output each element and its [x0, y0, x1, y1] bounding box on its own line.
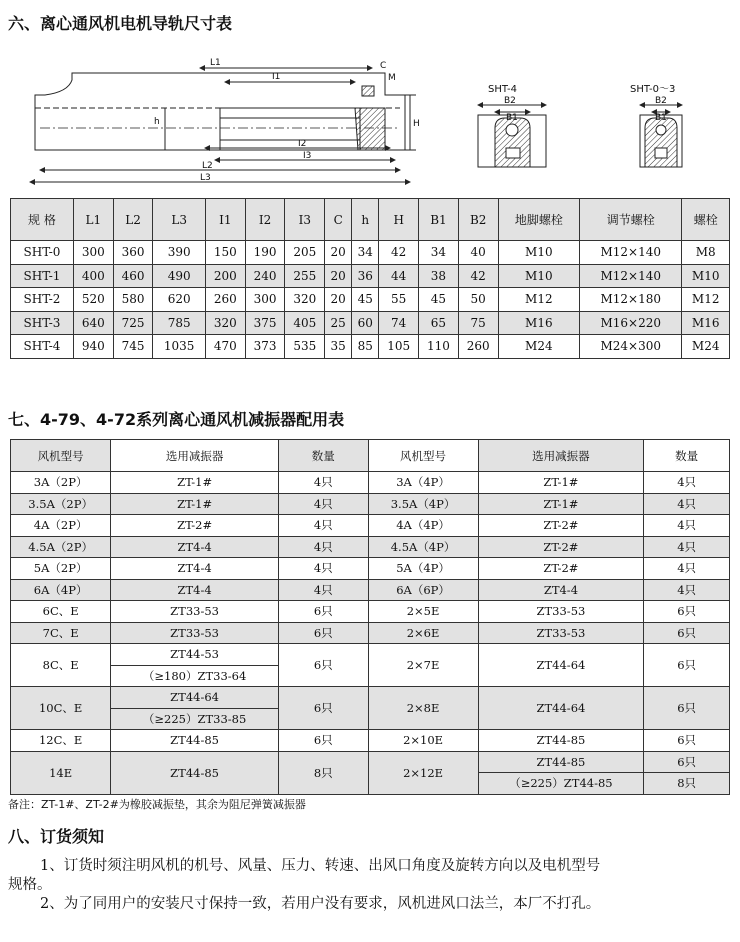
section-title-rail-table: 六、离心通风机电机导轨尺寸表	[8, 14, 233, 33]
cell: 6只	[644, 751, 730, 773]
cell: 20	[325, 288, 352, 312]
cell: 55	[379, 288, 419, 312]
label-L1: L1	[210, 58, 221, 68]
cell: 34	[419, 241, 459, 265]
cell: 44	[379, 264, 419, 288]
cell: 75	[458, 311, 498, 335]
cell: 4只	[644, 515, 730, 537]
cell: 42	[458, 264, 498, 288]
cell: 3A（2P）	[11, 472, 111, 494]
sht4-b2: B2	[504, 96, 516, 106]
cell: 4只	[644, 579, 730, 601]
cell: 4只	[644, 558, 730, 580]
cell: M12×140	[580, 264, 682, 288]
cell: 520	[73, 288, 113, 312]
sht03-b1: B1	[655, 113, 667, 123]
cell: 4只	[278, 579, 368, 601]
cell: 260	[205, 288, 245, 312]
cell: 6只	[644, 601, 730, 623]
table-row	[11, 730, 730, 752]
cell: M12	[682, 288, 730, 312]
section-title-ordering: 八、订货须知	[8, 827, 105, 846]
cell: ZT44-85	[111, 751, 279, 794]
header-cell: L1	[73, 199, 113, 241]
table-row	[11, 335, 730, 359]
cell: ZT44-64	[478, 644, 644, 687]
cell: （≥225）ZT44-85	[478, 773, 644, 795]
cell: 2×10E	[368, 730, 478, 752]
cell: 4只	[278, 536, 368, 558]
label-H: H	[413, 119, 420, 129]
cell: 4A（4P）	[368, 515, 478, 537]
cell: 4只	[644, 536, 730, 558]
cell: 6A（6P）	[368, 579, 478, 601]
cell: 105	[379, 335, 419, 359]
cell: 38	[419, 264, 459, 288]
cell: ZT33-53	[111, 622, 279, 644]
table-row	[11, 311, 730, 335]
cell: ZT44-64	[111, 687, 279, 709]
cell: 1035	[153, 335, 205, 359]
cell: 6只	[278, 687, 368, 730]
cell: 45	[352, 288, 379, 312]
cell: 725	[113, 311, 153, 335]
label-L3: L3	[200, 173, 211, 183]
cell: 6A（4P）	[11, 579, 111, 601]
cell: 2×6E	[368, 622, 478, 644]
cell: M10	[498, 264, 580, 288]
sht4-title: SHT-4	[488, 84, 518, 95]
cell: M8	[682, 241, 730, 265]
header-cell: I3	[285, 199, 325, 241]
cell: 490	[153, 264, 205, 288]
label-l3: I3	[303, 151, 312, 161]
header-cell: L2	[113, 199, 153, 241]
cell: 5A（2P）	[11, 558, 111, 580]
cell: 620	[153, 288, 205, 312]
cell: 36	[352, 264, 379, 288]
label-M: M	[388, 73, 396, 83]
cell: 4A（2P）	[11, 515, 111, 537]
cell: 320	[205, 311, 245, 335]
table-note: 备注：ZT-1#、ZT-2#为橡胶减振垫，其余为阻尼弹簧减振器	[8, 798, 306, 811]
cell: 74	[379, 311, 419, 335]
header-cell: I2	[245, 199, 285, 241]
cell: ZT33-53	[111, 601, 279, 623]
cell: M16×220	[580, 311, 682, 335]
cell: 260	[458, 335, 498, 359]
cell: 3.5A（4P）	[368, 493, 478, 515]
table-header-row	[11, 199, 730, 241]
cell: M24×300	[580, 335, 682, 359]
cell: 6只	[644, 730, 730, 752]
table-row	[11, 472, 730, 494]
sht03-title: SHT-0～3	[630, 84, 676, 95]
cell: 42	[379, 241, 419, 265]
cell: SHT-4	[11, 335, 74, 359]
cell: ZT4-4	[111, 558, 279, 580]
cell: 940	[73, 335, 113, 359]
cell: 25	[325, 311, 352, 335]
rail-dimension-table	[10, 198, 730, 359]
label-l1: I1	[272, 72, 281, 82]
cell: 240	[245, 264, 285, 288]
header-cell: H	[379, 199, 419, 241]
cell: ZT4-4	[111, 536, 279, 558]
cell: 4只	[278, 558, 368, 580]
cell: M10	[498, 241, 580, 265]
table-row	[11, 644, 730, 666]
cell: 10C、E	[11, 687, 111, 730]
cell: 4.5A（4P）	[368, 536, 478, 558]
cell: 110	[419, 335, 459, 359]
cell: 5A（4P）	[368, 558, 478, 580]
rail-dimension-diagram	[0, 40, 740, 190]
header-cell: 选用减振器	[111, 440, 279, 472]
header-cell: 风机型号	[368, 440, 478, 472]
label-l2: I2	[298, 139, 307, 149]
cell: ZT-2#	[478, 558, 644, 580]
cell: 6只	[644, 622, 730, 644]
cell: 6只	[278, 622, 368, 644]
cell: 8C、E	[11, 644, 111, 687]
header-cell: C	[325, 199, 352, 241]
table-row	[11, 687, 730, 709]
cell: M24	[498, 335, 580, 359]
cell: 300	[73, 241, 113, 265]
header-cell: L3	[153, 199, 205, 241]
cell: 200	[205, 264, 245, 288]
cell: 470	[205, 335, 245, 359]
cell: M12×180	[580, 288, 682, 312]
cell: 2×5E	[368, 601, 478, 623]
sht4-b1: B1	[506, 113, 518, 123]
cell: （≥180）ZT33-64	[111, 665, 279, 687]
cell: 320	[285, 288, 325, 312]
cell: 2×12E	[368, 751, 478, 794]
cell: ZT-1#	[111, 493, 279, 515]
cell: ZT44-64	[478, 687, 644, 730]
cell: 535	[285, 335, 325, 359]
cell: 4只	[278, 472, 368, 494]
cell: 3A（4P）	[368, 472, 478, 494]
cell: 14E	[11, 751, 111, 794]
cell: （≥225）ZT33-85	[111, 708, 279, 730]
cell: ZT-1#	[478, 472, 644, 494]
cell: 20	[325, 264, 352, 288]
cell: 40	[458, 241, 498, 265]
header-cell: B2	[458, 199, 498, 241]
cell: 300	[245, 288, 285, 312]
cell: ZT-2#	[478, 515, 644, 537]
header-cell: B1	[419, 199, 459, 241]
cell: 45	[419, 288, 459, 312]
cell: 400	[73, 264, 113, 288]
cell: ZT44-53	[111, 644, 279, 666]
cell: M16	[498, 311, 580, 335]
cell: 12C、E	[11, 730, 111, 752]
cell: SHT-2	[11, 288, 74, 312]
cell: ZT44-85	[111, 730, 279, 752]
cell: 150	[205, 241, 245, 265]
header-cell: 规 格	[11, 199, 74, 241]
sht03-b2: B2	[655, 96, 667, 106]
header-cell: 数量	[644, 440, 730, 472]
cell: ZT-2#	[111, 515, 279, 537]
label-L2: L2	[202, 161, 213, 171]
header-cell: 调节螺栓	[580, 199, 682, 241]
cell: ZT44-85	[478, 751, 644, 773]
cell: 745	[113, 335, 153, 359]
cell: 6只	[278, 601, 368, 623]
cell: M10	[682, 264, 730, 288]
cell: 65	[419, 311, 459, 335]
cell: M12	[498, 288, 580, 312]
cell: 6只	[644, 687, 730, 730]
cell: SHT-3	[11, 311, 74, 335]
cell: 2×7E	[368, 644, 478, 687]
table-row	[11, 622, 730, 644]
table-row	[11, 515, 730, 537]
cell: 3.5A（2P）	[11, 493, 111, 515]
table-row	[11, 264, 730, 288]
cell: 580	[113, 288, 153, 312]
table-row	[11, 751, 730, 773]
cell: 190	[245, 241, 285, 265]
cell: ZT33-53	[478, 622, 644, 644]
cell: 4只	[278, 515, 368, 537]
cell: 8只	[278, 751, 368, 794]
cell: 4.5A（2P）	[11, 536, 111, 558]
cell: 390	[153, 241, 205, 265]
cell: 8只	[644, 773, 730, 795]
header-cell: h	[352, 199, 379, 241]
cell: SHT-0	[11, 241, 74, 265]
cell: 373	[245, 335, 285, 359]
cell: ZT44-85	[478, 730, 644, 752]
table-row	[11, 558, 730, 580]
cell: M24	[682, 335, 730, 359]
header-cell: 选用减振器	[478, 440, 644, 472]
header-cell: 螺栓	[682, 199, 730, 241]
cell: 460	[113, 264, 153, 288]
table-row	[11, 579, 730, 601]
cell: 4只	[278, 493, 368, 515]
cell: 4只	[644, 472, 730, 494]
cell: 255	[285, 264, 325, 288]
label-h: h	[154, 117, 160, 127]
table-row	[11, 241, 730, 265]
cell: 2×8E	[368, 687, 478, 730]
damper-table	[10, 439, 730, 795]
cell: 6只	[278, 730, 368, 752]
cell: 405	[285, 311, 325, 335]
table-row	[11, 288, 730, 312]
cell: ZT-1#	[111, 472, 279, 494]
cell: 785	[153, 311, 205, 335]
cell: 85	[352, 335, 379, 359]
order-note-1-cont: 规格。	[8, 877, 52, 893]
table-row	[11, 536, 730, 558]
cell: 50	[458, 288, 498, 312]
cell: 6只	[644, 644, 730, 687]
cell: ZT4-4	[111, 579, 279, 601]
cell: 360	[113, 241, 153, 265]
cell: 6只	[278, 644, 368, 687]
order-note-2: 2、为了同用户的安装尺寸保持一致，若用户没有要求，风机进风口法兰，本厂不打孔。	[40, 896, 601, 912]
cell: 20	[325, 241, 352, 265]
table-row	[11, 493, 730, 515]
cell: ZT-1#	[478, 493, 644, 515]
cell: 60	[352, 311, 379, 335]
header-cell: 风机型号	[11, 440, 111, 472]
label-C: C	[380, 61, 387, 71]
cell: ZT-2#	[478, 536, 644, 558]
table-header-row	[11, 440, 730, 472]
header-cell: 数量	[278, 440, 368, 472]
cell: 34	[352, 241, 379, 265]
cell: 6C、E	[11, 601, 111, 623]
cell: 205	[285, 241, 325, 265]
header-cell: 地脚螺栓	[498, 199, 580, 241]
cell: M12×140	[580, 241, 682, 265]
cell: 640	[73, 311, 113, 335]
cell: 375	[245, 311, 285, 335]
cell: 7C、E	[11, 622, 111, 644]
cell: 4只	[644, 493, 730, 515]
order-note-1: 1、订货时须注明风机的机号、风量、压力、转速、出风口角度及旋转方向以及电机型号	[40, 858, 601, 874]
cell: SHT-1	[11, 264, 74, 288]
cell: ZT4-4	[478, 579, 644, 601]
cell: 35	[325, 335, 352, 359]
table-row	[11, 601, 730, 623]
cell: ZT33-53	[478, 601, 644, 623]
cell: M16	[682, 311, 730, 335]
section-title-damper-table: 七、4-79、4-72系列离心通风机减振器配用表	[8, 410, 345, 429]
header-cell: I1	[205, 199, 245, 241]
